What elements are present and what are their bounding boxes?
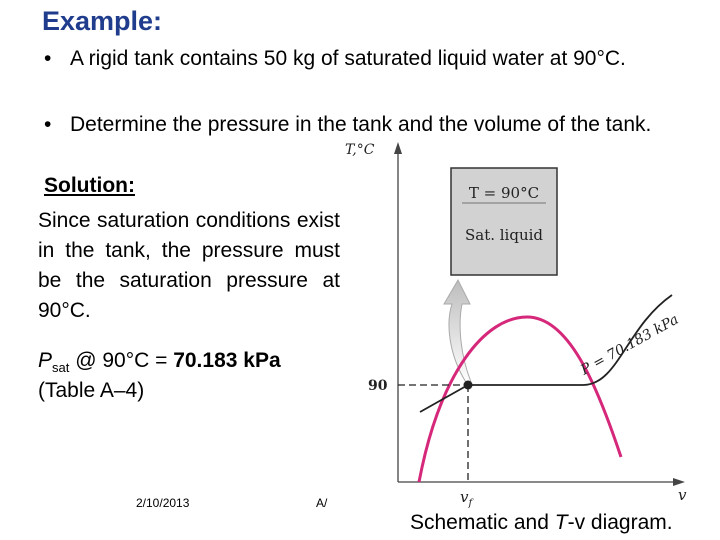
caption-before: Schematic and — [410, 511, 555, 534]
x-axis-arrow — [673, 478, 685, 486]
isobar-label: P = 70.183 kPa — [578, 311, 682, 379]
solution-text: Since saturation conditions exist in the tank, the pressure must be the saturation pressure at 90°C. — [38, 209, 340, 322]
diagram-caption — [410, 511, 673, 535]
bullet-marker: • — [44, 113, 52, 136]
temp-tick-label: 90 — [368, 378, 388, 394]
psat-condition: @ 90°C = — [69, 349, 174, 372]
tank-temp-label: T = 90°C — [468, 184, 540, 202]
caption-italic: T — [554, 511, 568, 534]
footer-tag: A/ — [316, 496, 328, 510]
x-axis-label: v — [678, 486, 687, 504]
psat-symbol: P — [38, 349, 53, 372]
state-point — [464, 381, 473, 390]
slide-title: Example: — [42, 6, 163, 36]
bullet-text-2: Determine the pressure in the tank and the volume of the tank. — [70, 113, 652, 136]
psat-line — [38, 349, 281, 375]
vf-tick-base: v — [460, 488, 469, 506]
vf-tick-sub: f — [468, 498, 473, 509]
saturation-dome — [419, 317, 621, 482]
y-axis-arrow — [394, 142, 402, 154]
bullet-text-1: A rigid tank contains 50 kg of saturated liquid water at 90°C. — [70, 47, 626, 70]
tank-state-label: Sat. liquid — [464, 226, 544, 244]
vf-tick-label — [460, 488, 474, 509]
solution-heading: Solution: — [44, 174, 135, 197]
caption-after: -v diagram. — [567, 511, 673, 534]
psat-subscript: sat — [52, 360, 70, 376]
psat-value: 70.183 kPa — [173, 349, 281, 372]
tv-diagram — [340, 132, 710, 510]
y-axis-label: T,°C — [345, 142, 375, 158]
footer-date: 2/10/2013 — [136, 496, 190, 510]
bullet-marker: • — [44, 47, 52, 70]
table-reference: (Table A–4) — [38, 379, 145, 402]
compressed-liquid-line — [420, 385, 468, 412]
